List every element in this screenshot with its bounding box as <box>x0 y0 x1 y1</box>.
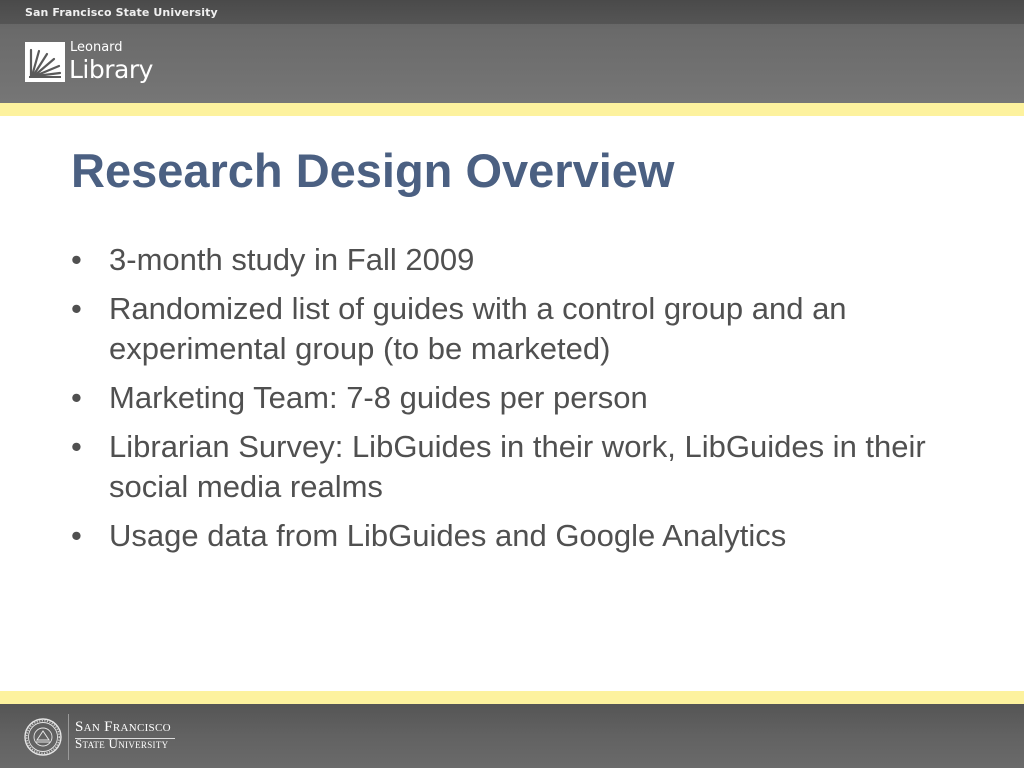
logo-text-library: Library <box>69 55 153 84</box>
bullet-text: Librarian Survey: LibGuides in their work, LibGuides in their social media realms <box>109 429 926 504</box>
list-item <box>71 378 951 418</box>
library-book-fan-icon <box>25 42 65 82</box>
list-item <box>71 240 951 280</box>
bullet-list <box>71 240 951 565</box>
bullet-marker: • <box>71 242 82 277</box>
slide-title: Research Design Overview <box>71 144 675 197</box>
bullet-text: Usage data from LibGuides and Google Analytics <box>109 518 787 553</box>
bullet-marker: • <box>71 518 82 553</box>
footer-university-line1: San Francisco <box>75 719 171 735</box>
bullet-text: 3-month study in Fall 2009 <box>109 242 475 277</box>
university-name: San Francisco State University <box>25 6 218 19</box>
university-bar <box>0 0 1024 24</box>
bullet-text: Marketing Team: 7-8 guides per person <box>109 380 648 415</box>
bullet-marker: • <box>71 429 82 464</box>
bullet-text: Randomized list of guides with a control group and an experimental group (to be marketed) <box>109 291 847 366</box>
bullet-marker: • <box>71 291 82 326</box>
list-item <box>71 516 951 556</box>
bullet-marker: • <box>71 380 82 415</box>
university-seal-icon <box>24 718 62 756</box>
footer-divider <box>68 714 69 760</box>
footer-banner <box>0 704 1024 768</box>
list-item <box>71 427 951 507</box>
accent-band-top <box>0 103 1024 116</box>
logo-text-leonard: Leonard <box>70 40 123 55</box>
footer-university-line2: State University <box>75 736 169 751</box>
accent-band-bottom <box>0 691 1024 704</box>
header-banner <box>0 0 1024 103</box>
list-item <box>71 289 951 369</box>
